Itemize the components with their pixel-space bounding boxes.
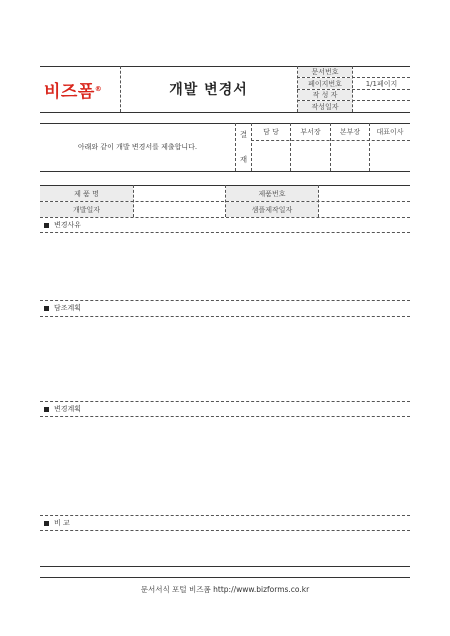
- remarks-content-area[interactable]: [40, 531, 410, 566]
- section-header-plan-direct: [44, 301, 81, 315]
- section-title-plan-direct: 담조계획: [54, 304, 82, 312]
- meta-value-author[interactable]: [353, 90, 410, 100]
- approval-role-ceo: 대표이사: [376, 128, 404, 136]
- form-bottom-border: [40, 566, 410, 567]
- section-line: [40, 300, 410, 301]
- sample-date-field[interactable]: [319, 202, 410, 217]
- approval-role-staff: 담 당: [263, 128, 279, 136]
- approval-role-division-head: 본부장: [339, 128, 361, 136]
- meta-value-page-number[interactable]: 1/1페이지: [365, 79, 398, 88]
- meta-label-author: 작 성 자: [298, 90, 352, 100]
- square-bullet-icon: [44, 306, 49, 311]
- dev-date-field[interactable]: [134, 202, 225, 217]
- sample-date-label: 샘플제작일자: [226, 202, 318, 217]
- meta-value-date[interactable]: [353, 101, 410, 112]
- document-title: 개발 변경서: [169, 82, 248, 98]
- section-title-remarks: 비 교: [54, 519, 70, 527]
- intro-bottom-border: [40, 171, 410, 172]
- plan-direct-content-area[interactable]: [40, 317, 410, 400]
- section-line: [40, 401, 410, 402]
- plan-change-content-area[interactable]: [40, 417, 410, 514]
- header-bottom-border: [40, 112, 410, 113]
- approval-sign-dept-head[interactable]: [291, 141, 330, 171]
- dev-date-label: 개발일자: [40, 202, 133, 217]
- approval-role-dept-head: 부서장: [300, 128, 321, 136]
- submission-statement: 아래와 같이 개발 변경서를 제출합니다.: [77, 143, 198, 151]
- product-number-field[interactable]: [319, 186, 410, 201]
- product-number-label: 제품번호: [226, 186, 318, 201]
- meta-label-page-number: 페이지번호: [298, 78, 352, 89]
- logo-text: 비즈폼: [44, 81, 95, 102]
- square-bullet-icon: [44, 407, 49, 412]
- reason-content-area[interactable]: [40, 233, 410, 299]
- approval-label-top: 결: [239, 129, 248, 139]
- section-title-plan-change: 변경계획: [54, 405, 82, 413]
- approval-sign-staff[interactable]: [252, 141, 290, 171]
- section-title-reason: 변경사유: [54, 221, 82, 229]
- section-line: [40, 515, 410, 516]
- section-header-plan-change: [44, 402, 81, 416]
- square-bullet-icon: [44, 223, 49, 228]
- footer-rule: [40, 577, 410, 578]
- product-name-label: 제 품 명: [40, 186, 133, 201]
- meta-label-doc-number: 문서번호: [298, 67, 352, 77]
- meta-label-date: 작성일자: [298, 101, 352, 112]
- product-name-field[interactable]: [134, 186, 225, 201]
- company-logo: [44, 76, 120, 102]
- section-header-reason: [44, 218, 81, 232]
- approval-sign-ceo[interactable]: [370, 141, 410, 171]
- registered-mark: ®: [94, 85, 102, 93]
- info-row-line: [40, 217, 410, 218]
- approval-label-bottom: 재: [239, 154, 248, 164]
- section-header-remarks: [44, 516, 70, 530]
- square-bullet-icon: [44, 521, 49, 526]
- approval-sign-division-head[interactable]: [331, 141, 369, 171]
- footer-text: 문서서식 포털 비즈폼 http://www.bizforms.co.kr: [140, 585, 310, 594]
- meta-value-doc-number[interactable]: [353, 67, 410, 77]
